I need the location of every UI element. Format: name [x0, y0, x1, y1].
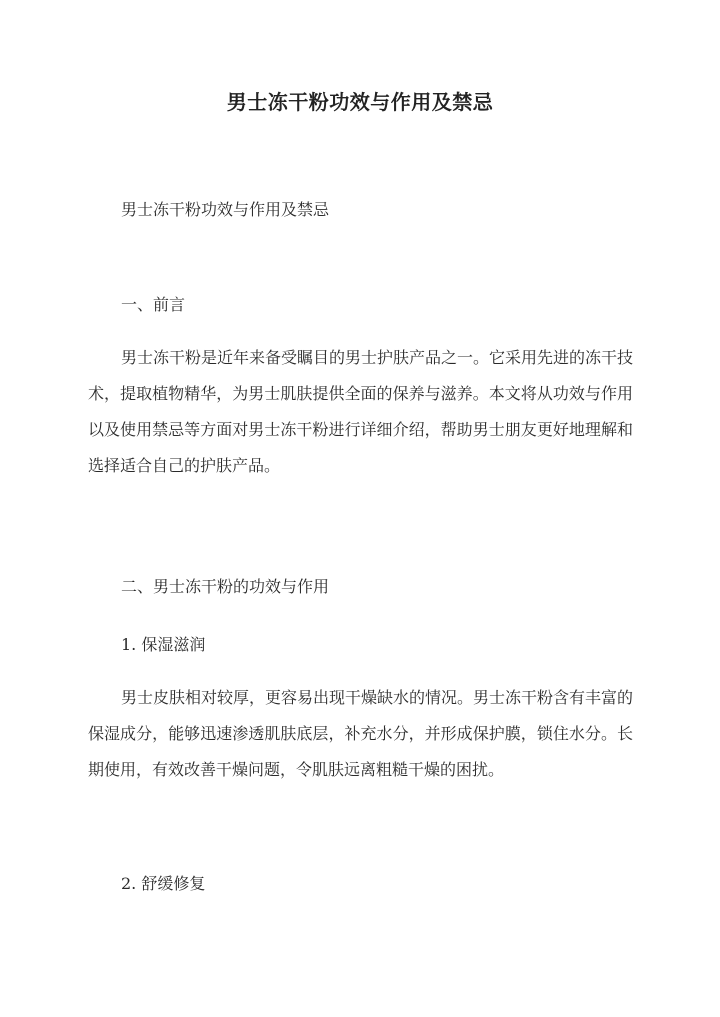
- item1-paragraph: 男士皮肤相对较厚，更容易出现干燥缺水的情况。男士冻干粉含有丰富的保湿成分，能够迅速渗透肌肤底层，补充水分，并形成保护膜，锁住水分。长期使用，有效改善干燥问题，令肌肤远离粗糙干燥的困扰。: [88, 688, 634, 779]
- preface-paragraph: 男士冻干粉是近年来备受瞩目的男士护肤产品之一。它采用先进的冻干技术，提取植物精华，为男士肌肤提供全面的保养与滋养。本文将从功效与作用以及使用禁忌等方面对男士冻干粉进行详细介绍，帮助男士朋友更好地理解和选择适合自己的护肤产品。: [88, 348, 634, 475]
- document-title: 男士冻干粉功效与作用及禁忌: [226, 90, 494, 114]
- document-subtitle: 男士冻干粉功效与作用及禁忌: [121, 200, 330, 219]
- preface-heading: 一、前言: [121, 295, 186, 314]
- item2-heading: 2. 舒缓修复: [121, 874, 206, 893]
- item1-heading: 1. 保湿滋润: [121, 635, 206, 654]
- effects-heading: 二、男士冻干粉的功效与作用: [121, 577, 330, 596]
